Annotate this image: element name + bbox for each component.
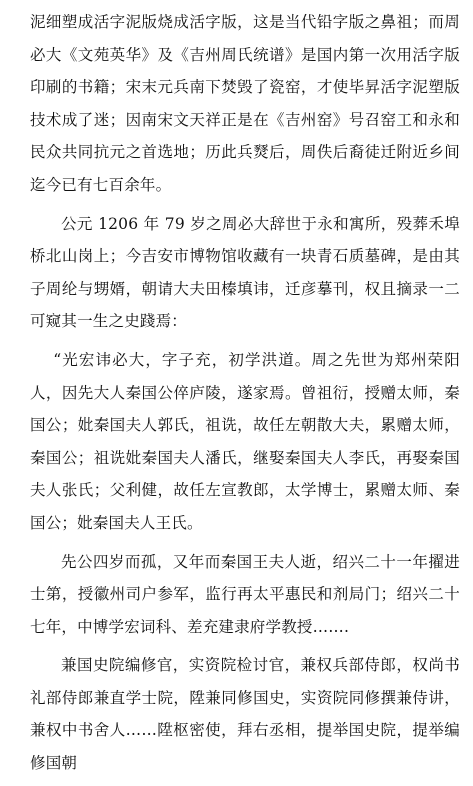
paragraph-4: 先公四岁而孤，又年而秦国王夫人逝，绍兴二十一年擢进士第，授徽州司户参军，监行再太平惠民和剂局门；绍兴二十七年，中博学宏词科、差充建隶府学教授……. <box>30 552 460 636</box>
document-page <box>30 6 460 786</box>
paragraph-1: 泥细塑成活字泥版烧成活字版，这是当代铅字版之鼻祖；而周必大《文苑英华》及《吉州周氏统谱》是国内第一次用活字版印刷的书籍；宋末元兵南下焚毁了瓷窑，才使毕昇活字泥塑版技术成了迷；因南宋文天祥正是在《吉州窑》号召窑工和永和民众共同抗元之首选地；历此兵燹后，周佚后裔徒迁附近乡间迄今已有七百余年。 <box>30 13 460 194</box>
paragraph-2: 公元 1206 年 79 岁之周必大辞世于永和寓所，殁葬禾埠桥北山岗上；今吉安市博物馆收藏有一块青石质墓碑，是由其子周纶与甥婿，朝请大夫田榛填讳，迁彦摹刊，权且摘录一二可窥其一生之史踐焉： <box>30 214 460 331</box>
paragraph-5: 兼国史院编修官，实资院检讨官，兼权兵部侍郎，权尚书礼部侍郎兼直学士院，陞兼同修国史，实资院同修撰兼侍讲，兼权中书舍人……陞枢密使，拜右丞相，提举国史院，提举编修国朝 <box>30 656 460 773</box>
paragraph-3-quote: “光宏讳必大，字子充，初学洪道。周之先世为郑州荣阳人，因先大人秦国公倅庐陵，遂家焉。曾祖衍，授赠太师，秦国公；妣秦国夫人郭氏，祖诜，故任左朝散大夫，累赠太师，秦国公；祖诜妣秦国夫人潘氏，继娶秦国夫人李氏，再娶秦国夫人张氏；父利健，故任左宣教郎，太学博士，累赠太师、秦国公；妣秦国夫人王氏。 <box>30 350 460 532</box>
